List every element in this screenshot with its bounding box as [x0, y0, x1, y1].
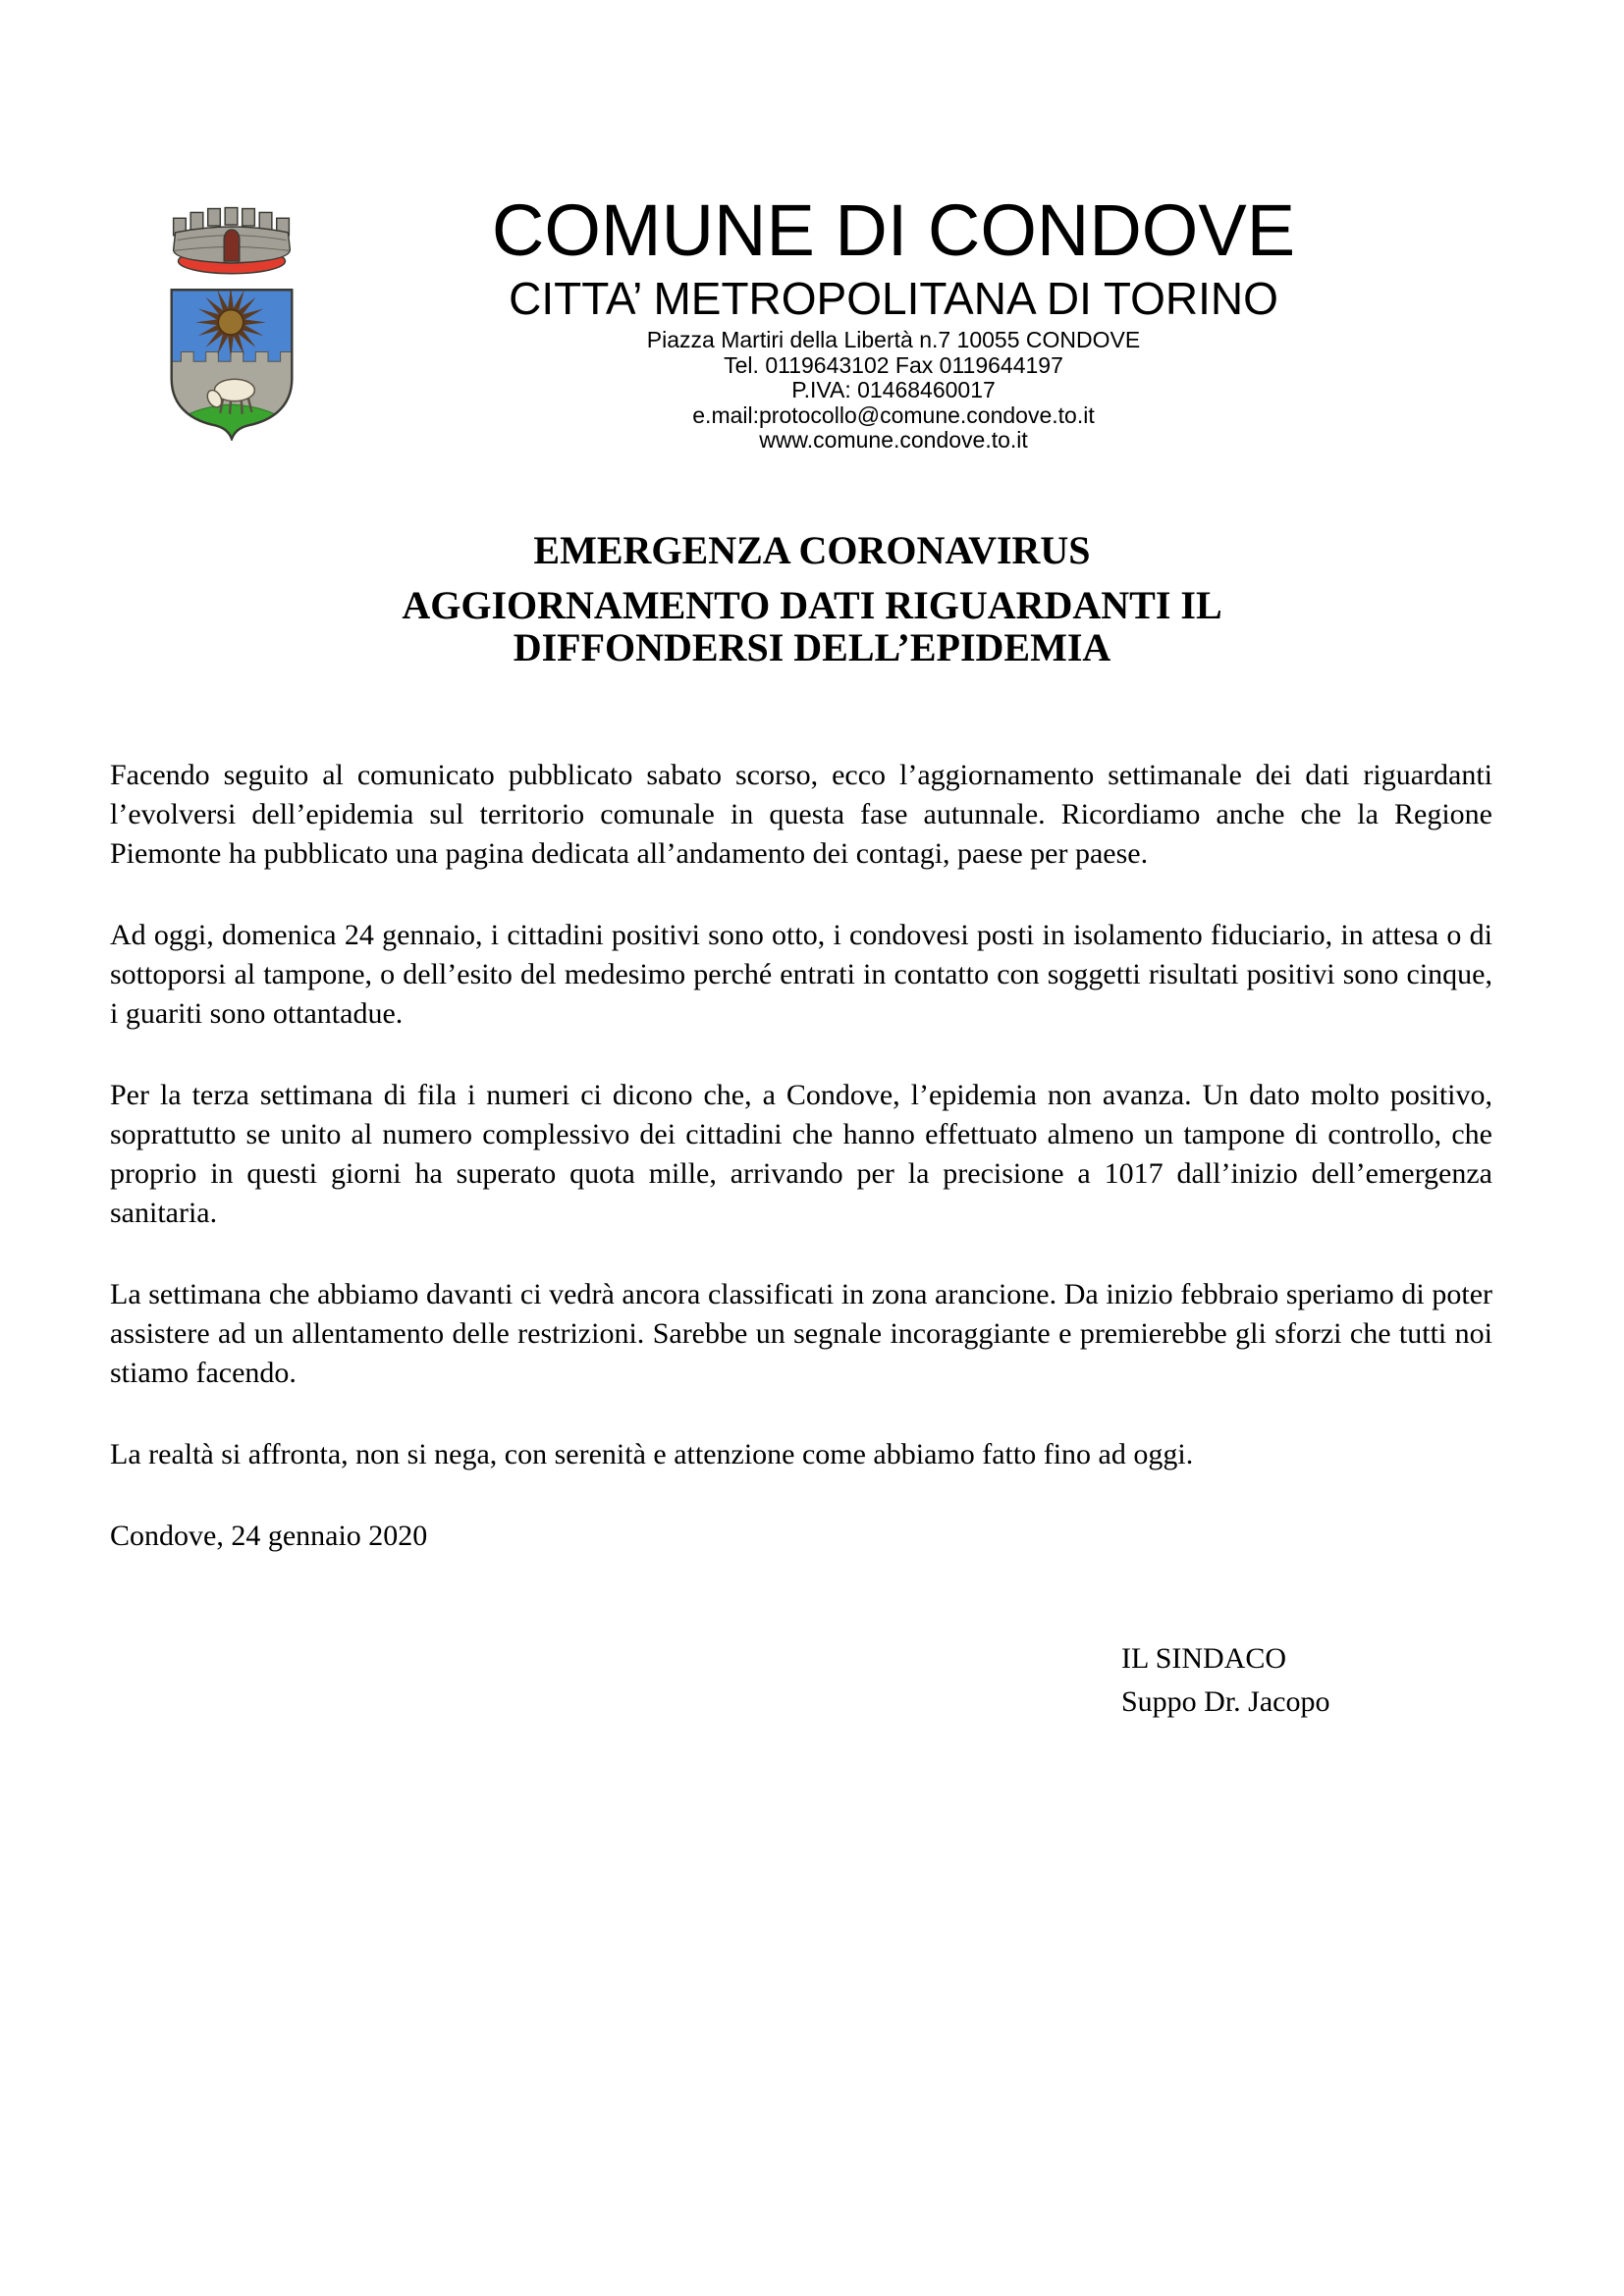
org-vat: P.IVA: 01468460017 [791, 377, 996, 402]
title-line-1: EMERGENZA CORONAVIRUS [533, 528, 1091, 572]
paragraph-2: Ad oggi, domenica 24 gennaio, i cittadini positivi sono otto, i condovesi posti in isolamento fiduciario, in attesa o di sottoporsi al tampone, o dell’esito del medesimo perché entrati in contatto con soggetti risultati positivi sono cinque, i guariti sono ottantadue. [110, 919, 1492, 1030]
letterhead [412, 189, 1375, 454]
org-email: e.mail:protocollo@comune.condove.to.it [692, 401, 1095, 428]
org-subtitle: CITTA’ METROPOLITANA DI TORINO [509, 273, 1278, 324]
title-lines-2-3 [0, 584, 1624, 668]
paragraph-5: La realtà si affronta, non si nega, con serenità e attenzione come abbiamo fatto fino ad oggi. [110, 1438, 1194, 1470]
document-title [0, 528, 1624, 668]
paragraph-1: Facendo seguito al comunicato pubblicato sabato scorso, ecco l’aggiornamento settimanale dei dati riguardanti l’evolversi dell’epidemia sul territorio comunale in questa fase autunnale. Ricordiamo anche che la Regione Piemonte ha pubblicato una pagina dedicata all’andamento dei contagi, paese per paese. [110, 759, 1492, 870]
org-name: COMUNE DI CONDOVE [491, 189, 1296, 271]
document-body [110, 756, 1492, 1598]
title-line-2: AGGIORNAMENTO DATI RIGUARDANTI IL [402, 583, 1222, 627]
title-line-3: DIFFONDERSI DELL’EPIDEMIA [513, 625, 1111, 669]
paragraph-4: La settimana che abbiamo davanti ci vedrà ancora classificati in zona arancione. Da inizio febbraio speriamo di poter assistere ad un allentamento delle restrizioni. Sarebbe un segnale incoraggiante e premierebbe gli sforzi che tutti noi stiamo facendo. [110, 1278, 1492, 1389]
coat-of-arms [160, 192, 303, 441]
org-contact-block [412, 328, 1375, 454]
dateline: Condove, 24 gennaio 2020 [110, 1520, 428, 1552]
signature-block [1121, 1637, 1330, 1724]
signature-role: IL SINDACO [1121, 1642, 1287, 1675]
paragraph-3: Per la terza settimana di fila i numeri ci dicono che, a Condove, l’epidemia non avanza. Un dato molto positivo, soprattutto se unito al numero complessivo dei cittadini che hanno effettuato almeno un tampone di controllo, che proprio in questi giorni ha superato quota mille, arrivando per la precisione a 1017 dall’inizio dell’emergenza sanitaria. [110, 1079, 1492, 1229]
signature-name: Suppo Dr. Jacopo [1121, 1685, 1330, 1718]
org-phone-fax: Tel. 0119643102 Fax 0119644197 [724, 351, 1063, 378]
mural-crown-icon [174, 208, 291, 274]
org-website: www.comune.condove.to.it [759, 427, 1028, 453]
org-address: Piazza Martiri della Libertà n.7 10055 CONDOVE [646, 327, 1141, 352]
sun-icon [195, 287, 266, 357]
